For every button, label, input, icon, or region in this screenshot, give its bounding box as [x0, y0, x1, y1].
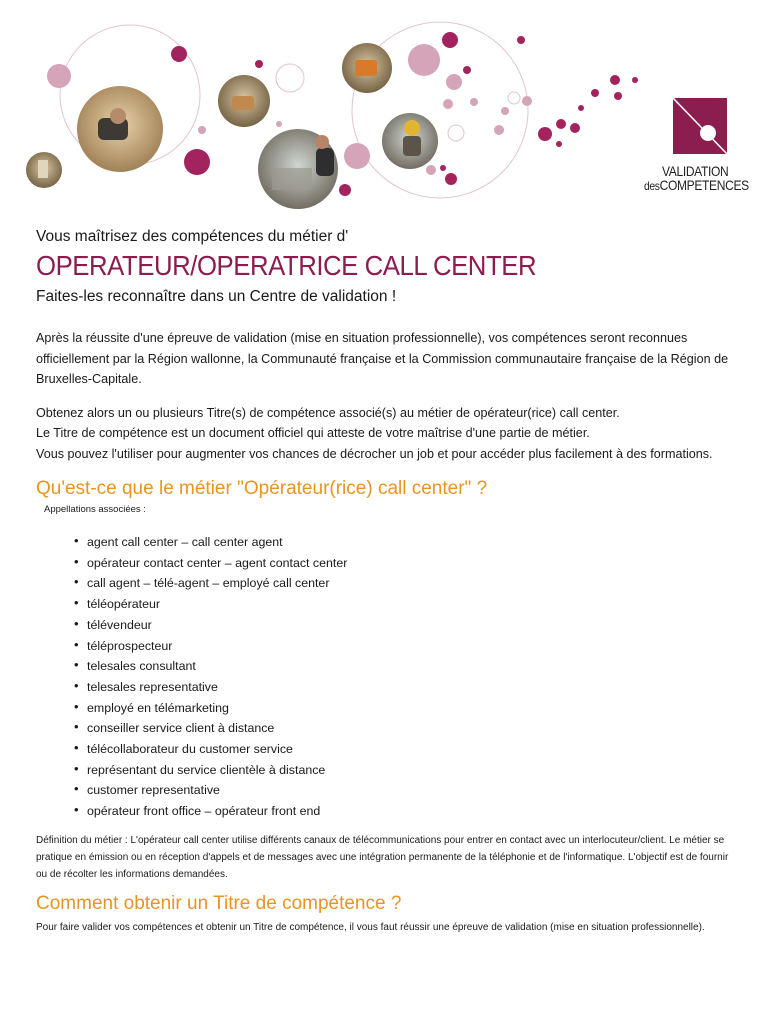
paragraph-titre-line1: Obtenez alors un ou plusieurs Titre(s) de compétence associé(s) au métier de opérateur(rice) call center.	[36, 405, 620, 420]
logo-text-main: COMPETENCES	[659, 177, 749, 193]
appellations-list	[36, 532, 736, 822]
list-item: • customer representative	[74, 780, 736, 801]
paragraph-titre-line3: Vous pouvez l'utiliser pour augmenter vos chances de décrocher un job et pour accéder plus facilement à des formations.	[36, 446, 713, 461]
logo-text-competences	[644, 177, 749, 193]
list-item: • agent call center – call center agent	[74, 532, 736, 553]
logo-text-validation: VALIDATION	[662, 163, 729, 179]
list-item: • telesales representative	[74, 677, 736, 698]
validation-des-competences-logo	[640, 96, 760, 196]
definition-text: Définition du métier : L'opérateur call center utilise différents canaux de télécommunications pour entrer en contact avec un interlocuteur/client. Le métier se pratique en émission ou en réception d'appels et de messages avec une intégration permanente de la téléphonie et de l'informatique. L'objectif est de fournir ou de récolter les informations demandées.	[36, 834, 729, 880]
list-item: • télévendeur	[74, 615, 736, 636]
list-item: • conseiller service client à distance	[74, 718, 736, 739]
list-item: • téléprospecteur	[74, 636, 736, 657]
paragraph-titre	[36, 403, 736, 465]
section-title-obtenir: Comment obtenir un Titre de compétence ?	[36, 892, 402, 914]
obtenir-text: Pour faire valider vos compétences et obtenir un Titre de compétence, il vous faut réussir une épreuve de validation (mise en situation professionnelle).	[36, 921, 705, 933]
paragraph-recognition: Après la réussite d'une épreuve de validation (mise en situation professionnelle), vos compétences seront reconnues officiellement par la Région wallonne, la Communauté française et la Commission communautaire française de la Région de Bruxelles-Capitale.	[36, 331, 729, 386]
paragraph-titre-line2: Le Titre de compétence est un document officiel qui atteste de votre maîtrise d'une partie de métier.	[36, 426, 590, 440]
list-item: • téléopérateur	[74, 594, 736, 615]
list-item: • call agent – télé-agent – employé call center	[74, 573, 736, 594]
list-item: • telesales consultant	[74, 656, 736, 677]
list-item: • opérateur front office – opérateur front end	[74, 801, 736, 822]
list-item: • télécollaborateur du customer service	[74, 739, 736, 760]
main-content	[36, 228, 736, 942]
subtitle: Faites-les reconnaître dans un Centre de validation !	[36, 288, 397, 305]
intro-text: Vous maîtrisez des compétences du métier d'	[36, 228, 349, 245]
list-item: • opérateur contact center – agent contact center	[74, 553, 736, 574]
job-title: OPERATEUR/OPERATRICE CALL CENTER	[36, 250, 537, 281]
logo-mark-icon	[673, 98, 727, 154]
list-item: • employé en télémarketing	[74, 698, 736, 719]
list-item: • représentant du service clientèle à distance	[74, 760, 736, 781]
section-title-metier: Qu'est-ce que le métier "Opérateur(rice) call center" ?	[36, 478, 488, 499]
appellations-label: Appellations associées :	[44, 504, 146, 515]
logo-text-des: des	[644, 179, 660, 193]
